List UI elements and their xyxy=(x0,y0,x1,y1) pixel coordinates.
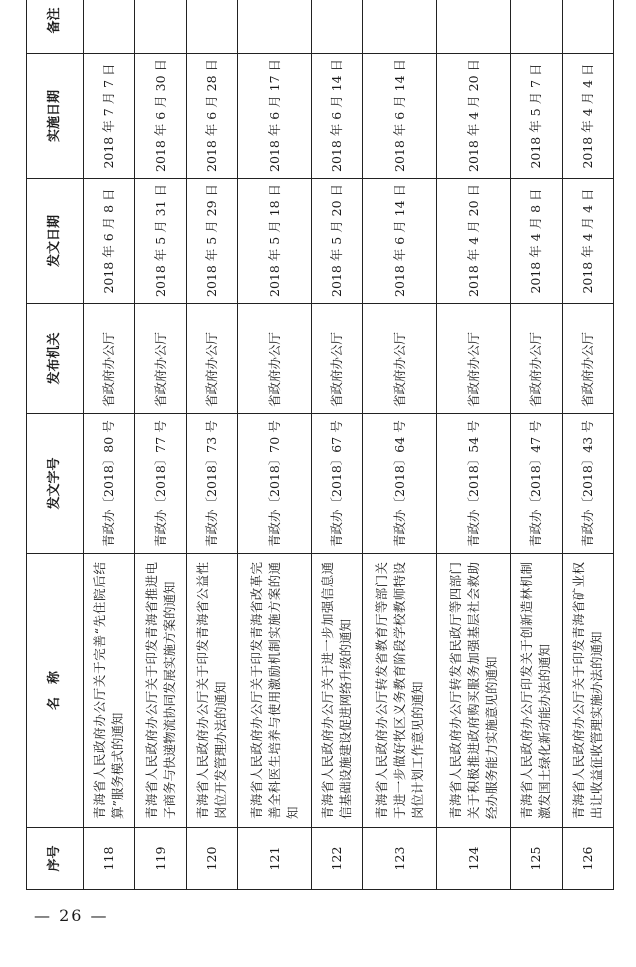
row-impl-date: 2018 年 6 月 14 日 xyxy=(363,54,437,179)
table-row xyxy=(135,0,186,890)
row-no: 120 xyxy=(186,828,237,890)
table-row xyxy=(511,0,562,890)
table-row xyxy=(238,0,312,890)
row-issue-date: 2018 年 6 月 8 日 xyxy=(84,179,135,304)
row-no: 122 xyxy=(312,828,363,890)
table-header-row xyxy=(27,0,84,890)
row-note xyxy=(312,0,363,54)
row-issue-date: 2018 年 6 月 14 日 xyxy=(363,179,437,304)
row-issue-date: 2018 年 4 月 4 日 xyxy=(562,179,613,304)
table-row xyxy=(312,0,363,890)
row-doc-no: 青政办〔2018〕80 号 xyxy=(84,414,135,554)
row-note xyxy=(238,0,312,54)
row-note xyxy=(135,0,186,54)
row-doc-no: 青政办〔2018〕54 号 xyxy=(437,414,511,554)
row-issue-date: 2018 年 4 月 8 日 xyxy=(511,179,562,304)
row-impl-date: 2018 年 4 月 4 日 xyxy=(562,54,613,179)
row-doc-no: 青政办〔2018〕70 号 xyxy=(238,414,312,554)
row-no: 124 xyxy=(437,828,511,890)
row-name: 青海省人民政府办公厅关于印发青海省公益性岗位开发管理办法的通知 xyxy=(186,554,237,828)
row-issuer: 省政府办公厅 xyxy=(562,304,613,414)
table-row xyxy=(363,0,437,890)
table-row xyxy=(84,0,135,890)
header-issue-date: 发文日期 xyxy=(27,179,84,304)
header-doc-no: 发文字号 xyxy=(27,414,84,554)
table-row xyxy=(562,0,613,890)
row-note xyxy=(511,0,562,54)
row-impl-date: 2018 年 7 月 7 日 xyxy=(84,54,135,179)
row-impl-date: 2018 年 4 月 20 日 xyxy=(437,54,511,179)
row-name: 青海省人民政府办公厅关于印发青海省矿业权出让收益征收管理实施办法的通知 xyxy=(562,554,613,828)
row-name: 青海省人民政府办公厅转发省教育厅等部门关于进一步做好牧区义务教育阶段学校教师特设岗位计划工作意见的通知 xyxy=(363,554,437,828)
row-note xyxy=(562,0,613,54)
row-impl-date: 2018 年 6 月 28 日 xyxy=(186,54,237,179)
row-name: 青海省人民政府办公厅印发关于创新造林机制激发国土绿化新动能办法的通知 xyxy=(511,554,562,828)
row-note xyxy=(363,0,437,54)
row-issuer: 省政府办公厅 xyxy=(135,304,186,414)
row-note xyxy=(186,0,237,54)
row-doc-no: 青政办〔2018〕47 号 xyxy=(511,414,562,554)
row-issuer: 省政府办公厅 xyxy=(437,304,511,414)
row-no: 118 xyxy=(84,828,135,890)
row-impl-date: 2018 年 6 月 14 日 xyxy=(312,54,363,179)
table-row xyxy=(186,0,237,890)
row-issuer: 省政府办公厅 xyxy=(84,304,135,414)
row-no: 126 xyxy=(562,828,613,890)
row-issue-date: 2018 年 5 月 18 日 xyxy=(238,179,312,304)
row-issuer: 省政府办公厅 xyxy=(511,304,562,414)
row-issue-date: 2018 年 4 月 20 日 xyxy=(437,179,511,304)
row-doc-no: 青政办〔2018〕67 号 xyxy=(312,414,363,554)
header-impl-date: 实施日期 xyxy=(27,54,84,179)
page-number: — 26 — xyxy=(34,906,109,925)
table-row xyxy=(437,0,511,890)
row-issue-date: 2018 年 5 月 31 日 xyxy=(135,179,186,304)
row-name: 青海省人民政府办公厅转发省民政厅等四部门关于积极推进政府购买服务加强基层社会救助经办服务能力实施意见的通知 xyxy=(437,554,511,828)
row-impl-date: 2018 年 6 月 30 日 xyxy=(135,54,186,179)
row-issue-date: 2018 年 5 月 20 日 xyxy=(312,179,363,304)
row-issuer: 省政府办公厅 xyxy=(363,304,437,414)
row-name: 青海省人民政府办公厅关于印发青海省推进电子商务与快递物流协同发展实施方案的通知 xyxy=(135,554,186,828)
row-issuer: 省政府办公厅 xyxy=(312,304,363,414)
row-no: 121 xyxy=(238,828,312,890)
rotated-table-page xyxy=(26,7,614,890)
row-no: 119 xyxy=(135,828,186,890)
header-no: 序号 xyxy=(27,828,84,890)
row-no: 125 xyxy=(511,828,562,890)
header-name: 名 称 xyxy=(27,554,84,828)
row-note xyxy=(84,0,135,54)
row-doc-no: 青政办〔2018〕77 号 xyxy=(135,414,186,554)
row-issue-date: 2018 年 5 月 29 日 xyxy=(186,179,237,304)
row-doc-no: 青政办〔2018〕73 号 xyxy=(186,414,237,554)
regulation-table xyxy=(26,0,614,890)
row-name: 青海省人民政府办公厅关于进一步加强信息通信基础设施建设促进网络升级的通知 xyxy=(312,554,363,828)
row-note xyxy=(437,0,511,54)
row-issuer: 省政府办公厅 xyxy=(238,304,312,414)
header-note: 备注 xyxy=(27,0,84,54)
row-impl-date: 2018 年 6 月 17 日 xyxy=(238,54,312,179)
row-issuer: 省政府办公厅 xyxy=(186,304,237,414)
row-doc-no: 青政办〔2018〕64 号 xyxy=(363,414,437,554)
row-name: 青海省人民政府办公厅关于印发青海省改革完善全科医生培养与使用激励机制实施方案的通知 xyxy=(238,554,312,828)
header-issuer: 发布机关 xyxy=(27,304,84,414)
row-doc-no: 青政办〔2018〕43 号 xyxy=(562,414,613,554)
row-impl-date: 2018 年 5 月 7 日 xyxy=(511,54,562,179)
row-name: 青海省人民政府办公厅关于完善“先住院后结算”服务模式的通知 xyxy=(84,554,135,828)
row-no: 123 xyxy=(363,828,437,890)
